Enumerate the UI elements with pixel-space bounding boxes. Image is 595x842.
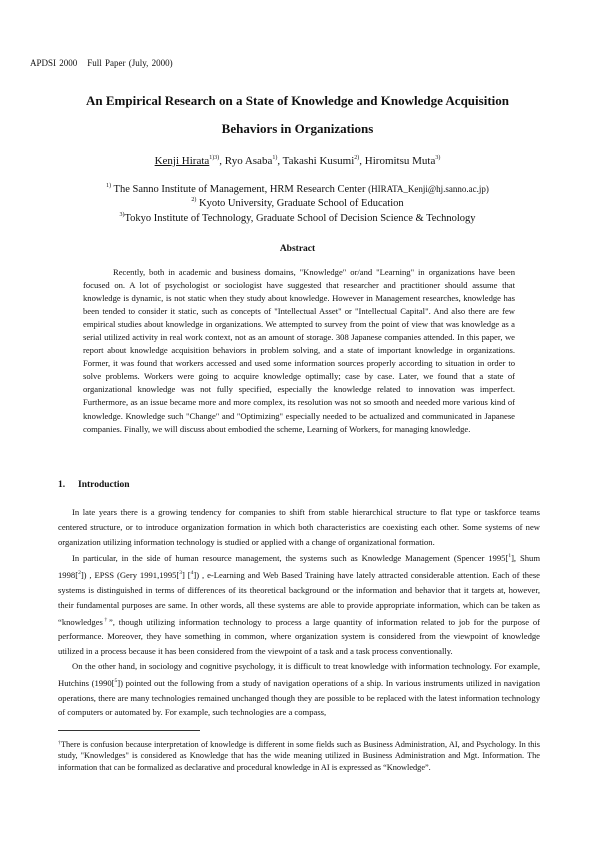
affiliation-1	[30, 183, 565, 195]
author-affiliation-mark: 3)	[435, 155, 441, 161]
citation-mark: 2	[78, 570, 81, 577]
text-run: ] [	[182, 570, 191, 581]
section-number: 1.	[58, 480, 66, 490]
citation-mark: 1	[508, 553, 512, 560]
paper-type-label: Full Paper (July, 2000)	[87, 58, 173, 68]
affiliation-mark: 2)	[191, 197, 197, 203]
running-header	[30, 58, 173, 68]
author-name: Kenji Hirata	[154, 155, 210, 167]
footnote-divider	[58, 730, 200, 731]
text-run: In particular, in the side of human resource management, the systems such as Knowledge Management (Spencer 1995[	[72, 553, 509, 564]
citation-mark: 4	[190, 570, 194, 577]
citation-mark: 3	[179, 570, 183, 577]
conference-label: APDSI 2000	[30, 58, 78, 68]
author-name: Takashi Kusumi	[282, 155, 355, 167]
affiliation-3	[30, 212, 565, 224]
body-paragraph	[58, 659, 540, 720]
author-separator: ,	[277, 155, 283, 167]
text-run: In late years there is a growing tendency for companies to shift from stable hierarchical structure to flat type or taskforce teams centered structure, or to introduce organization formation in which both characteristics are coexisting each other. Some systems of new organization utilizing information technology is studied or applied with a change of organizational formation.	[58, 507, 540, 547]
affiliation-2	[30, 197, 565, 209]
footnote	[58, 738, 540, 773]
body-paragraph	[58, 505, 540, 549]
introduction-body	[58, 505, 540, 720]
text-run: ]) , EPSS (Gery 1991,1995[	[80, 570, 180, 581]
text-run: There is confusion because interpretation of knowledge is different in some fields such as Business Administration, AI, and Psychology. In this study, "Knowledges" is considered as Knowledge that has the wide meaning utilized in Business Administration and Mgt. Information. The information that can be formalized as declarative and procedural knowledge in AI is expressed as “Knowledge”.	[58, 740, 540, 772]
author-affiliation-mark: 2)	[354, 155, 360, 161]
author-separator: ,	[219, 155, 225, 167]
body-paragraph	[58, 549, 540, 659]
affiliation-mark: 3)	[119, 212, 125, 218]
affiliation-text: Tokyo Institute of Technology, Graduate School of Decision Science & Technology	[124, 213, 476, 224]
author-affiliation-mark: 1)3)	[209, 155, 220, 161]
author-separator: ,	[359, 155, 365, 167]
text-run: ”, though utilizing information technology to process a large quantity of information related to job for the purpose of performance. Moreover, they have something in common, where organization system is considered from the viewpoint of knowledge utilized in a process because it has been considered from the viewpoint of a task and a task process conventionally.	[58, 616, 541, 657]
section-title: Introduction	[78, 480, 130, 490]
affiliation-text: Kyoto University, Graduate School of Education	[196, 198, 404, 209]
author-email: (HIRATA_Kenji@hj.sanno.ac.jp)	[368, 184, 489, 194]
citation-mark: 5	[114, 677, 118, 684]
affiliation-text: The Sanno Institute of Management, HRM Research Center	[111, 184, 369, 195]
text-run: On the other hand, in sociology and cognitive psychology, it is difficult to treat knowledge with information technology. For example, Hutchins (1990[	[58, 660, 540, 688]
author-affiliation-mark: 1)	[272, 155, 278, 161]
abstract-heading: Abstract	[279, 244, 316, 254]
author-list	[40, 155, 555, 167]
text-run: ], Shum 1998[	[58, 553, 541, 581]
paper-title-line-2: Behaviors in Organizations	[221, 121, 374, 136]
text-run: ]) pointed out the following from a study of navigation operations of a ship. In various instruments utilized in navigation operations, there are many technologies remained unchanged though they are possible to be replaced with the latest information technology of computers or automated by. For example, such technologies are a compass,	[58, 677, 540, 718]
abstract-text: Recently, both in academic and business domains, "Knowledge" or/and "Learning" in organizations have been focused on. A lot of psychologist or sociologist have suggested that researcher and practitioner should assume that knowledge is dynamic, is not static when they study about knowledge. However in Management researches, knowledge has been tended to consider it static, such as concepts of "Intellectual Asset" or "Intellectual Capital". And also there are few empirical studies about knowledge in organizations. We attempted to survey from the point of view that was knowledge as a serial utilized activity in real work context, not as an amount of storage. 308 Japanese companies attended. In this paper, we report about knowledge acquisition behaviors in problem solving, and a state of important knowledge in organizations. Former, it was found that workers accessed and used some information sources properly according to situation in order to solve problems. Workers were going to acquire knowledge optimally; case by case. Later, we found that a state of organizational knowledge was not fully specified, especially the knowledge related to innovation was imperfect. Furthermore, as an issue became more and more complex, its resolution was not so smooth and needed more various kind of knowledge. Knowledge such "Change" and "Optimizing" especially needed to be actualized and communicated in Japanese companies. Finally, we will discuss about embodied the scheme, Learning of Workers, for managing knowledge.	[83, 267, 515, 434]
affiliation-mark: 1)	[106, 183, 112, 189]
citation-mark: †	[102, 616, 109, 623]
author-name: Ryo Asaba	[224, 155, 273, 167]
citation-mark: †	[58, 740, 61, 746]
paper-title-line-1: An Empirical Research on a State of Knowledge and Knowledge Acquisition	[85, 93, 509, 108]
section-heading-introduction	[58, 480, 130, 490]
text-run: ]) , e-Learning and Web Based Training have lately attracted considerable attention. Each of these systems is distinguished in terms of differences of its theoretical background or the information and behavior that it targets at, however, their fundamental purposes are same. In other words, all these systems are able to provide appropriate information, which can be taken as “knowledges	[58, 570, 541, 627]
author-name: Hiromitsu Muta	[364, 155, 436, 167]
